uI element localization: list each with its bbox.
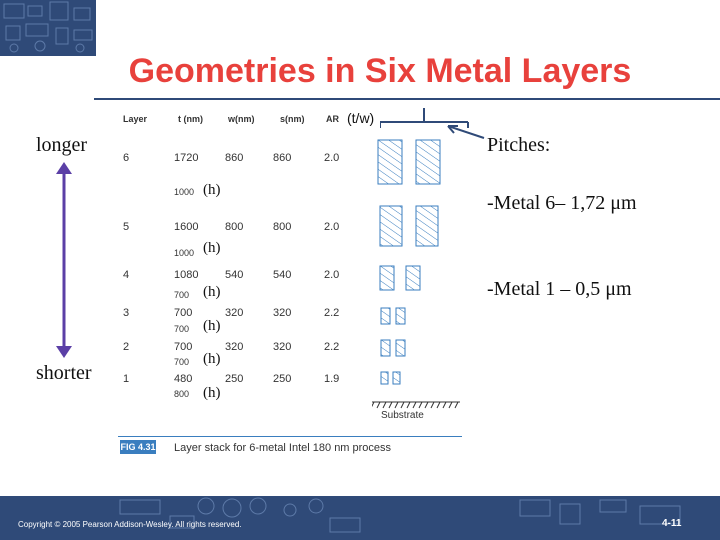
row4-layer: 4: [123, 269, 130, 281]
row5-ar: 2.0: [324, 221, 340, 233]
header-w: w(nm): [228, 114, 255, 124]
metal5-wire-right: [416, 206, 438, 246]
corner-decoration: [0, 0, 96, 56]
h2-label: (h): [203, 240, 221, 256]
h4-label: (h): [203, 318, 221, 334]
row5-layer: 5: [123, 221, 130, 233]
h5-value: 700: [174, 357, 190, 367]
copyright-text: Copyright © 2005 Pearson Addison-Wesley. All rights reserved.: [18, 520, 242, 529]
figure-label: FIG 4.31: [120, 442, 156, 452]
header-layer: Layer: [123, 114, 148, 124]
row2-t: 700: [174, 341, 193, 353]
row6-s: 860: [273, 152, 292, 164]
shorter-label: shorter: [36, 362, 92, 384]
row6-t: 1720: [174, 152, 199, 164]
h2-value: 1000: [174, 248, 195, 258]
metal-stack-diagram: [372, 136, 468, 426]
row1-w: 250: [225, 373, 244, 385]
metal4-wire-left: [380, 266, 394, 290]
row4-w: 540: [225, 269, 244, 281]
row5-w: 800: [225, 221, 244, 233]
metal1-pitch: -Metal 1 – 0,5 μm: [487, 278, 632, 300]
row1-s: 250: [273, 373, 292, 385]
row6-layer: 6: [123, 152, 130, 164]
figure-divider: [118, 436, 462, 437]
header-s: s(nm): [280, 114, 305, 124]
h1-value: 1000: [174, 187, 195, 197]
h3-label: (h): [203, 284, 221, 300]
metal3-wire-left: [381, 308, 390, 324]
metal5-wire-left: [380, 206, 402, 246]
h6-value: 800: [174, 389, 190, 399]
page-title: Geometries in Six Metal Layers: [128, 52, 632, 90]
row1-layer: 1: [123, 373, 130, 385]
pitches-label: Pitches:: [487, 134, 551, 156]
row3-layer: 3: [123, 307, 130, 319]
h1-label: (h): [203, 182, 221, 198]
substrate-hatch: [372, 402, 458, 408]
row4-s: 540: [273, 269, 292, 281]
title-divider: [94, 98, 720, 100]
metal6-wire-right: [416, 140, 440, 184]
h3-value: 700: [174, 290, 190, 300]
metal6-pitch: -Metal 6– 1,72 μm: [487, 192, 637, 214]
figure-caption: Layer stack for 6-metal Intel 180 nm process: [174, 442, 392, 454]
header-t: t (nm): [178, 114, 203, 124]
row2-ar: 2.2: [324, 341, 340, 353]
longer-label: longer: [36, 134, 88, 156]
h4-value: 700: [174, 324, 190, 334]
row3-t: 700: [174, 307, 193, 319]
row3-w: 320: [225, 307, 244, 319]
header-tw: (t/w): [347, 110, 375, 126]
row2-w: 320: [225, 341, 244, 353]
row6-w: 860: [225, 152, 244, 164]
row5-s: 800: [273, 221, 292, 233]
metal1-wire-right: [393, 372, 400, 384]
row5-t: 1600: [174, 221, 199, 233]
metal2-wire-right: [396, 340, 405, 356]
row1-t: 480: [174, 373, 193, 385]
row2-s: 320: [273, 341, 292, 353]
length-arrow: [54, 160, 74, 360]
metal6-wire-left: [378, 140, 402, 184]
footer-bar: [0, 496, 720, 540]
row3-ar: 2.2: [324, 307, 340, 319]
h6-label: (h): [203, 385, 221, 401]
substrate-label: Substrate: [381, 410, 424, 421]
metal4-wire-right: [406, 266, 420, 290]
row4-ar: 2.0: [324, 269, 340, 281]
row1-ar: 1.9: [324, 373, 340, 385]
page-number: 4-11: [662, 518, 682, 529]
metal3-wire-right: [396, 308, 405, 324]
row3-s: 320: [273, 307, 292, 319]
metal1-wire-left: [381, 372, 388, 384]
row6-ar: 2.0: [324, 152, 340, 164]
metal2-wire-left: [381, 340, 390, 356]
row2-layer: 2: [123, 341, 130, 353]
header-ar: AR: [326, 114, 339, 124]
h5-label: (h): [203, 351, 221, 367]
row4-t: 1080: [174, 269, 199, 281]
